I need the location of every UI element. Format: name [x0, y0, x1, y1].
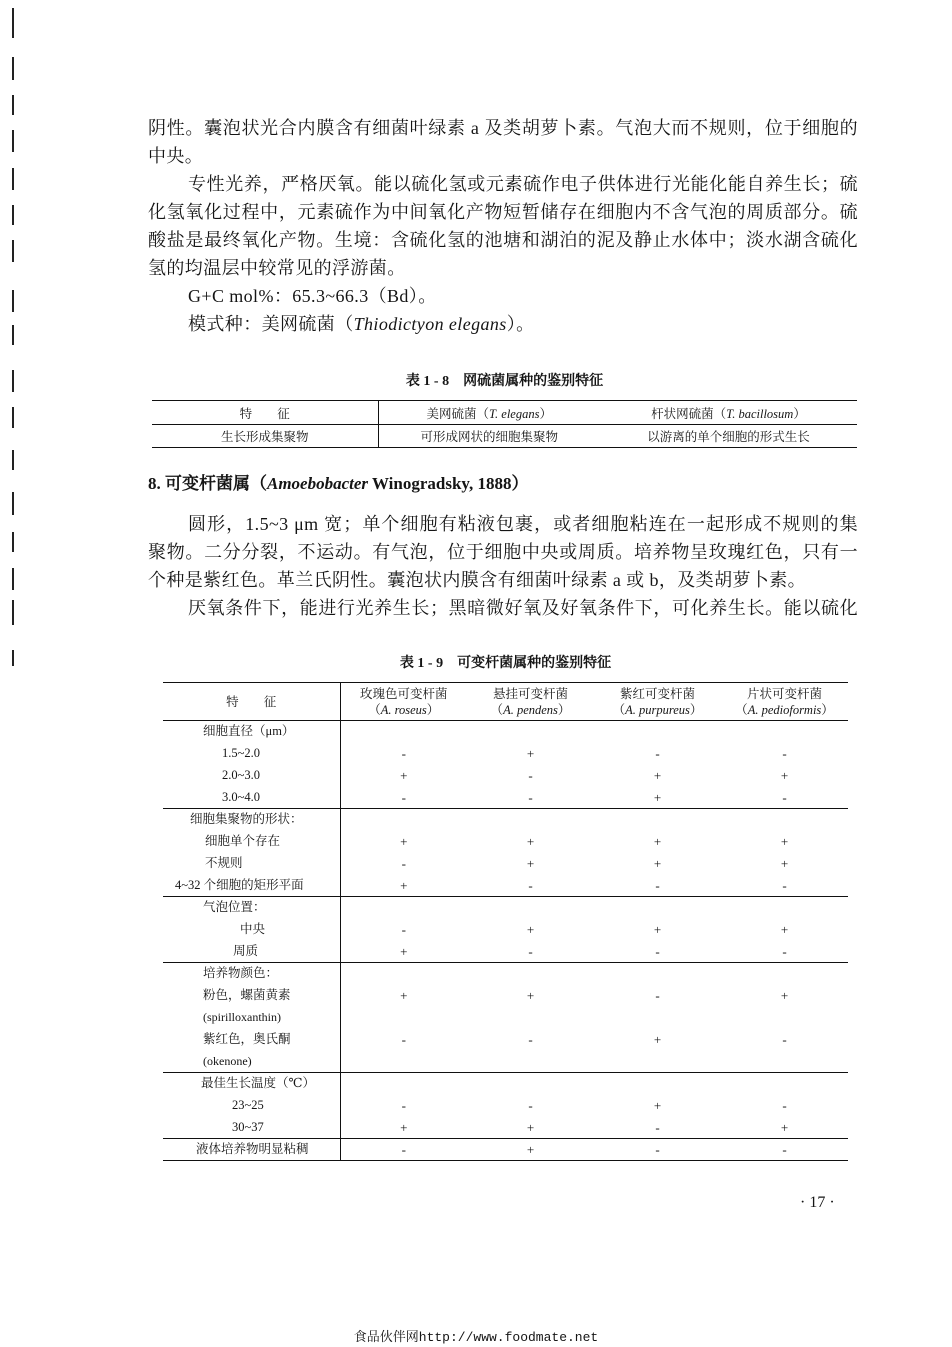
cell-value: -	[721, 875, 848, 897]
cell-value	[721, 963, 848, 985]
cell-value	[467, 809, 594, 831]
cell-value: -	[655, 988, 660, 1003]
table-group-row	[163, 1139, 848, 1161]
table-1-8-number: 表 1 - 8	[405, 374, 450, 389]
cell-value: -	[528, 1098, 533, 1113]
table-body	[163, 721, 848, 1161]
cell-value	[340, 1007, 467, 1029]
paragraph-line: 酸盐是最终氧化产物。生境：含硫化氢的池塘和湖泊的泥及静止水体中；淡水湖含硫化	[148, 230, 858, 250]
table-header-row	[163, 683, 848, 721]
cell-value	[340, 1073, 467, 1095]
row-label: 1.5~2.0	[163, 743, 340, 765]
group-label: 气泡位置：	[163, 897, 340, 919]
paragraph-line: 圆形，1.5~3 μm 宽；单个细胞有粘液包裹，或者细胞粘连在一起形成不规则的集	[188, 514, 858, 534]
row-label: 4~32 个细胞的矩形平面	[163, 875, 340, 897]
body-text-section-8	[148, 510, 858, 622]
scan-margin-mark	[12, 168, 14, 190]
scan-margin-mark	[12, 8, 14, 38]
scan-margin-mark	[12, 290, 14, 312]
cell-value	[340, 809, 467, 831]
paren-open: （	[368, 702, 381, 717]
cell-value: 以游离的单个细胞的形式生长	[600, 425, 857, 448]
row-label: 生长形成集聚物	[152, 425, 378, 448]
table-header-row	[152, 401, 857, 425]
heading-genus: Amoebobacter	[267, 474, 369, 493]
paragraph-line: 厌氧条件下，能进行光养生长；黑暗微好氧及好氧条件下，可化养生长。能以硫化	[188, 598, 858, 618]
footer	[0, 1329, 952, 1346]
paren-close: ）	[426, 702, 440, 717]
paragraph-line: 专性光养，严格厌氧。能以硫化氢或元素硫作电子供体进行光能化能自养生长；硫	[188, 174, 858, 194]
table-row	[163, 1029, 848, 1051]
cell-value: -	[401, 1032, 406, 1047]
gc-content-line: G+C mol%：65.3~66.3（Bd）。	[188, 286, 437, 306]
heading-suffix: Winogradsky, 1888）	[368, 474, 529, 493]
cell-value: +	[526, 856, 535, 871]
cell-value	[721, 721, 848, 743]
table-group-row	[163, 897, 848, 919]
paren-close: ）	[557, 702, 571, 717]
cell-value: +	[594, 787, 721, 809]
cell-value: -	[782, 1098, 787, 1113]
cell-value: +	[526, 988, 535, 1003]
scan-margin-mark	[12, 325, 14, 345]
paren-open: （	[612, 702, 626, 717]
body-text-top	[148, 114, 858, 338]
row-label: 23~25	[163, 1095, 340, 1117]
feature-header: 特 征	[163, 683, 340, 721]
species-header-pedioformis	[721, 683, 848, 721]
scan-margin-mark	[12, 57, 14, 80]
table-1-9-caption	[163, 655, 848, 673]
paren-open: （	[490, 702, 504, 717]
table-row	[163, 765, 848, 787]
cell-value: -	[594, 941, 721, 963]
cell-value	[721, 1051, 848, 1073]
table-1-8-caption	[152, 373, 857, 391]
cell-value	[721, 1007, 848, 1029]
species-latin-line	[721, 702, 848, 718]
cell-value	[594, 809, 721, 831]
paragraph-line: 化氢氧化过程中，元素硫作为中间氧化产物短暂储存在细胞内不含气泡的周质部分。硫	[148, 202, 858, 222]
paren-close: ）	[821, 702, 834, 717]
paragraph-line: 个种是紫红色。革兰氏阴性。囊泡状内膜含有细菌叶绿素 a 或 b，及类胡萝卜素。	[148, 570, 807, 590]
table-row	[163, 985, 848, 1007]
cell-value: +	[780, 856, 789, 871]
cell-value	[340, 1051, 467, 1073]
cell-value	[340, 721, 467, 743]
cell-value	[467, 1051, 594, 1073]
cell-value: +	[400, 768, 408, 783]
cell-value: +	[340, 875, 467, 897]
scan-margin-mark	[12, 240, 14, 262]
group-label: 最佳生长温度（℃）	[163, 1073, 340, 1095]
scan-margin-mark	[12, 650, 14, 666]
heading-prefix: 8. 可变杆菌属（	[148, 474, 267, 493]
scan-margin-mark	[12, 492, 14, 515]
species-header-roseus	[340, 683, 467, 721]
cell-value: +	[780, 922, 789, 937]
cell-value: -	[401, 1098, 406, 1113]
type-species-prefix: 模式种：美网硫菌（	[188, 314, 354, 334]
table-row	[163, 1051, 848, 1073]
cell-value	[467, 897, 594, 919]
table-group-row	[163, 721, 848, 743]
cell-value: +	[653, 922, 662, 937]
cell-value	[467, 1007, 594, 1029]
cell-value: -	[467, 875, 594, 897]
paragraph-line: 阴性。囊泡状光合内膜含有细菌叶绿素 a 及类胡萝卜素。气泡大而不规则，位于细胞的	[148, 118, 858, 138]
species-latin: T. bacillosum	[726, 406, 794, 421]
cell-value	[340, 963, 467, 985]
cell-value: +	[780, 834, 789, 849]
cell-value: -	[721, 1139, 848, 1161]
species-latin-line	[594, 702, 721, 718]
cell-value: +	[653, 1032, 662, 1047]
species-name: 杆状网硫菌（	[651, 406, 727, 421]
table-row	[163, 875, 848, 897]
cell-value: +	[400, 834, 408, 849]
row-label: 中央	[163, 919, 340, 941]
cell-value: +	[653, 834, 662, 849]
table-group-row	[163, 963, 848, 985]
species-latin-line	[467, 702, 594, 718]
row-label: 不规则	[163, 853, 340, 875]
type-species-suffix: ）。	[506, 314, 535, 334]
cell-value	[467, 963, 594, 985]
cell-value: -	[782, 746, 787, 761]
scan-margin-mark	[12, 370, 14, 392]
scan-margin-mark	[12, 532, 14, 552]
cell-value: +	[780, 768, 789, 783]
table-row	[163, 941, 848, 963]
scan-margin-mark	[12, 205, 14, 225]
cell-value: +	[526, 834, 535, 849]
species-header-purpureus	[594, 683, 721, 721]
row-label: (okenone)	[163, 1051, 340, 1073]
species-latin: A. purpureus	[625, 702, 690, 717]
cell-value: -	[721, 941, 848, 963]
feature-header: 特 征	[152, 401, 378, 425]
species-close: ）	[539, 406, 552, 421]
row-label: 30~37	[163, 1117, 340, 1139]
row-label: 2.0~3.0	[163, 765, 340, 787]
cell-value	[721, 809, 848, 831]
cell-value: +	[653, 856, 662, 871]
species-latin-line	[341, 702, 468, 718]
scan-margin-mark	[12, 95, 14, 115]
row-label: 周质	[163, 941, 340, 963]
cell-value: -	[594, 875, 721, 897]
table-row	[163, 1095, 848, 1117]
table-1-8	[152, 400, 857, 448]
cell-value	[340, 897, 467, 919]
species-name: 美网硫菌（	[426, 406, 490, 421]
species-name: 紫红可变杆菌	[619, 686, 695, 701]
cell-value	[594, 1007, 721, 1029]
table-row	[163, 743, 848, 765]
type-species-line	[148, 310, 858, 338]
page-number: · 17 ·	[800, 1194, 835, 1211]
cell-value: +	[653, 1098, 662, 1113]
table-row	[163, 919, 848, 941]
scan-margin-mark	[12, 130, 14, 152]
cell-value	[467, 721, 594, 743]
cell-value: -	[401, 856, 406, 871]
paren-open: （	[735, 702, 748, 717]
species-name: 悬挂可变杆菌	[492, 686, 568, 701]
cell-value: -	[528, 768, 533, 783]
paragraph-line: 聚物。二分分裂，不运动。有气泡，位于细胞中央或周质。培养物呈玫瑰红色，只有一	[148, 542, 858, 562]
row-label: 紫红色，奥氏酮	[163, 1029, 340, 1051]
paragraph-line: 氢的均温层中较常见的浮游菌。	[148, 258, 406, 278]
cell-value: +	[653, 768, 662, 783]
cell-value: +	[526, 746, 535, 761]
cell-value: -	[782, 1032, 787, 1047]
species-header-bacillosum	[600, 401, 857, 425]
table-row	[163, 787, 848, 809]
species-name: 玫瑰色可变杆菌	[359, 686, 448, 701]
species-latin: T. elegans	[489, 406, 540, 421]
cell-value: -	[528, 1032, 533, 1047]
table-row	[163, 831, 848, 853]
cell-value: -	[594, 1139, 721, 1161]
cell-value: 可形成网状的细胞集聚物	[378, 425, 600, 448]
species-header-elegans	[378, 401, 600, 425]
row-label: 3.0~4.0	[163, 787, 340, 809]
row-label: 粉色，螺菌黄素	[163, 985, 340, 1007]
paragraph-line: 中央。	[148, 146, 204, 166]
table-1-9	[163, 682, 848, 1161]
section-heading	[148, 471, 529, 497]
cell-value: +	[467, 1117, 594, 1139]
cell-value: -	[340, 787, 467, 809]
cell-value	[721, 1073, 848, 1095]
cell-value: +	[400, 988, 408, 1003]
cell-value: -	[467, 787, 594, 809]
species-latin: A. pendens	[503, 702, 558, 717]
paren-close: ）	[689, 702, 703, 717]
species-latin: A. roseus	[380, 702, 427, 717]
table-group-row	[163, 1073, 848, 1095]
cell-value: +	[467, 1139, 594, 1161]
group-label: 液体培养物明显粘稠	[163, 1139, 340, 1161]
footer-site: 食品伙伴网	[353, 1329, 419, 1344]
cell-value: +	[526, 922, 535, 937]
scan-margin-mark	[12, 568, 14, 590]
group-label: 细胞直径（μm）	[163, 721, 340, 743]
scan-margin-mark	[12, 600, 14, 625]
table-1-9-number: 表 1 - 9	[399, 656, 444, 671]
cell-value: -	[340, 1139, 467, 1161]
footer-url: http://www.foodmate.net	[418, 1330, 599, 1345]
table-row	[163, 853, 848, 875]
cell-value: +	[780, 988, 789, 1003]
cell-value: -	[594, 1117, 721, 1139]
cell-value	[467, 1073, 594, 1095]
table-row	[163, 1007, 848, 1029]
cell-value	[594, 963, 721, 985]
species-latin: A. pedioformis	[747, 702, 822, 717]
cell-value	[594, 1051, 721, 1073]
scan-margin-mark	[12, 407, 14, 428]
cell-value: +	[340, 941, 467, 963]
table-row	[152, 425, 857, 448]
cell-value: -	[401, 746, 406, 761]
cell-value	[721, 897, 848, 919]
group-label: 细胞集聚物的形状：	[163, 809, 340, 831]
cell-value	[594, 897, 721, 919]
species-name: 片状可变杆菌	[746, 686, 822, 701]
cell-value: +	[721, 1117, 848, 1139]
cell-value: -	[467, 941, 594, 963]
type-species-latin: Thiodictyon elegans	[353, 314, 507, 334]
cell-value: +	[340, 1117, 467, 1139]
table-row	[163, 1117, 848, 1139]
cell-value: -	[655, 746, 660, 761]
table-group-row	[163, 809, 848, 831]
cell-value	[594, 1073, 721, 1095]
table-1-8-title: 网硫菌属种的鉴别特征	[463, 374, 604, 389]
species-close: ）	[793, 406, 806, 421]
species-header-pendens	[467, 683, 594, 721]
scan-margin-mark	[12, 450, 14, 470]
cell-value	[594, 721, 721, 743]
row-label: (spirilloxanthin)	[163, 1007, 340, 1029]
group-label: 培养物颜色：	[163, 963, 340, 985]
table-1-9-title: 可变杆菌属种的鉴别特征	[457, 656, 612, 671]
cell-value: -	[401, 922, 406, 937]
row-label: 细胞单个存在	[163, 831, 340, 853]
cell-value: -	[721, 787, 848, 809]
